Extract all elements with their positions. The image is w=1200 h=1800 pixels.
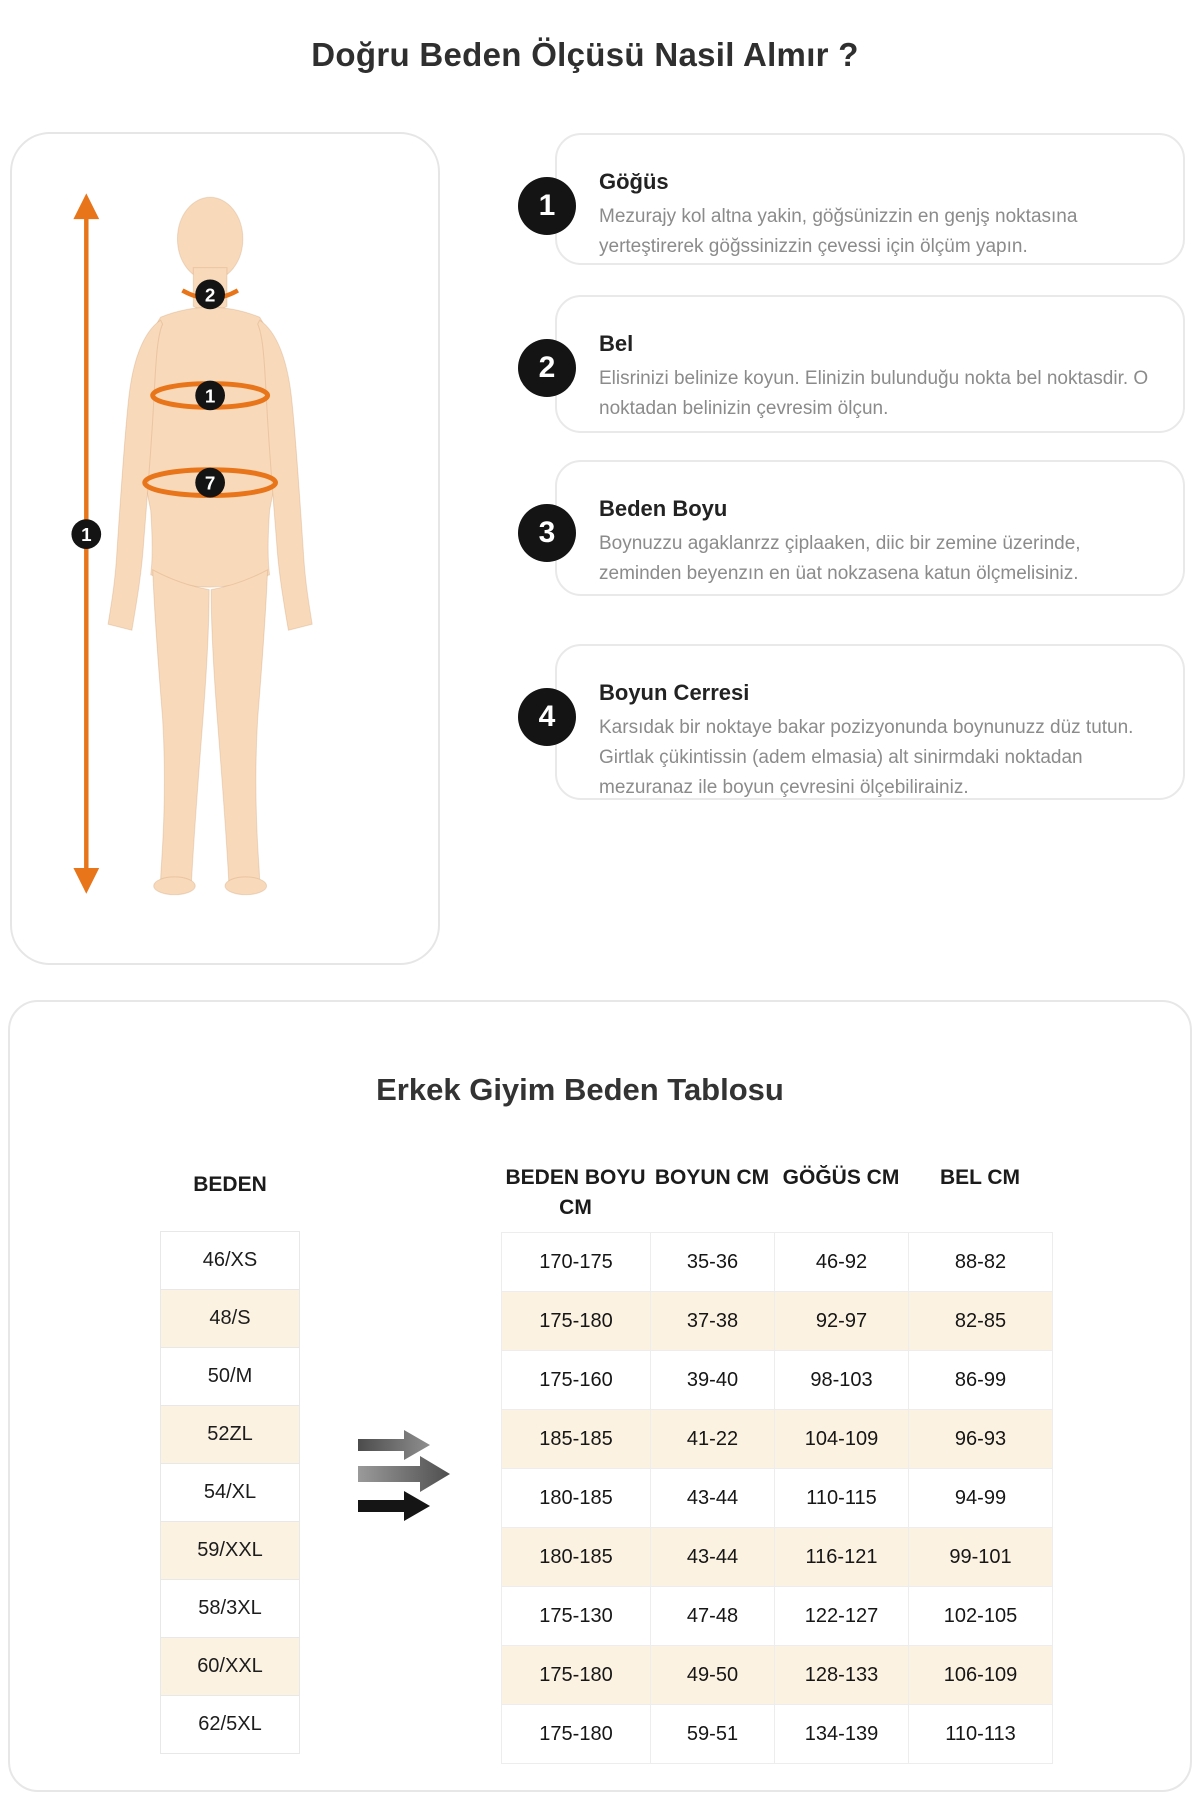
table-cell: 175-180 <box>502 1292 651 1351</box>
figure-torso <box>139 307 282 587</box>
table-cell: 185-185 <box>502 1410 651 1469</box>
size-cell: 54/XL <box>160 1463 300 1522</box>
instruction-text: Mezurajy kol altna yakin, göğsünizzin en genjş noktasına yerteştirerek göğssinizzin çevessi için ölçüm yapın. <box>599 206 1078 257</box>
column-header-beden-boyu: BEDEN BOYU CM <box>505 1166 646 1219</box>
table-cell: 99-101 <box>909 1528 1053 1587</box>
size-arrows-icon <box>352 1412 477 1527</box>
chest-marker-number: 1 <box>204 385 216 407</box>
table-cell: 102-105 <box>909 1587 1053 1646</box>
column-header-bel: BEL CM <box>939 1166 1021 1189</box>
instruction-card-waist <box>538 295 1185 433</box>
step-number-badge: 4 <box>518 688 576 746</box>
table-cell: 39-40 <box>651 1351 775 1410</box>
size-table-title: Erkek Giyim Beden Tablosu <box>376 1072 784 1107</box>
table-cell: 106-109 <box>909 1646 1053 1705</box>
table-cell: 180-185 <box>502 1528 651 1587</box>
table-cell: 128-133 <box>775 1646 909 1705</box>
instruction-card-neck <box>538 644 1185 800</box>
table-cell: 116-121 <box>775 1528 909 1587</box>
instruction-text: Elisrinizi belinize koyun. Elinizin bulunduğu nokta bel noktasdir. O noktadan belinizin çevresim ölçun. <box>599 368 1149 419</box>
table-cell: 59-51 <box>651 1705 775 1764</box>
figure-left-foot <box>154 877 196 895</box>
table-cell: 47-48 <box>651 1587 775 1646</box>
table-cell: 86-99 <box>909 1351 1053 1410</box>
table-cell: 180-185 <box>502 1469 651 1528</box>
table-column-headers <box>501 1163 1052 1223</box>
table-cell: 88-82 <box>909 1233 1053 1292</box>
instruction-title: Beden Boyu <box>599 496 728 521</box>
instruction-text: Karsıdak bir noktaye bakar pozizyonunda boynunuzz düz tutun. Girtlak çükintissin (adem elmasia) alt sinirmdaki noktadan mezuranaz ile boyun çevresini ölçebilirainiz. <box>599 717 1134 798</box>
size-cell: 50/M <box>160 1347 300 1406</box>
instruction-title: Bel <box>599 331 634 356</box>
table-cell: 175-130 <box>502 1587 651 1646</box>
body-figure-illustration <box>12 134 438 963</box>
page-title: Doğru Beden Ölçüsü Nasil Almır ? <box>311 36 859 73</box>
figure-left-leg <box>153 570 209 885</box>
size-cell: 59/XXL <box>160 1521 300 1580</box>
measure-grid <box>501 1232 1053 1764</box>
step-number-badge: 2 <box>518 339 576 397</box>
table-cell: 175-180 <box>502 1646 651 1705</box>
column-header-boyun: BOYUN CM <box>654 1166 770 1189</box>
waist-marker-number: 7 <box>204 472 216 494</box>
table-cell: 35-36 <box>651 1233 775 1292</box>
body-measurement-figure-panel <box>10 132 440 965</box>
arrow-small-gray-icon <box>358 1430 430 1460</box>
size-column-cells <box>160 1232 300 1754</box>
table-cell: 134-139 <box>775 1705 909 1764</box>
instruction-card-height <box>538 460 1185 596</box>
table-cell: 122-127 <box>775 1587 909 1646</box>
table-cell: 110-113 <box>909 1705 1053 1764</box>
figure-right-leg <box>211 570 267 885</box>
size-cell: 58/3XL <box>160 1579 300 1638</box>
height-marker-number: 1 <box>81 524 92 546</box>
size-cell: 48/S <box>160 1289 300 1348</box>
table-cell: 92-97 <box>775 1292 909 1351</box>
table-cell: 43-44 <box>651 1528 775 1587</box>
instruction-title: Boyun Cerresi <box>599 680 750 705</box>
table-cell: 49-50 <box>651 1646 775 1705</box>
table-cell: 104-109 <box>775 1410 909 1469</box>
table-cell: 98-103 <box>775 1351 909 1410</box>
table-cell: 43-44 <box>651 1469 775 1528</box>
instruction-card-chest <box>538 133 1185 265</box>
step-number-badge: 1 <box>518 177 576 235</box>
table-cell: 170-175 <box>502 1233 651 1292</box>
table-cell: 82-85 <box>909 1292 1053 1351</box>
table-cell: 37-38 <box>651 1292 775 1351</box>
arrow-small-black-icon <box>358 1491 430 1521</box>
step-number-badge: 3 <box>518 504 576 562</box>
instruction-text: Boynuzzu agaklanrzz çiplaaken, diic bir zemine üzerinde, zeminden beyenzın en üat nokzasena katun ölçmelisiniz. <box>599 533 1081 584</box>
table-cell: 110-115 <box>775 1469 909 1528</box>
column-header-beden: BEDEN <box>193 1173 267 1196</box>
table-cell: 175-180 <box>502 1705 651 1764</box>
table-cell: 94-99 <box>909 1469 1053 1528</box>
figure-right-foot <box>225 877 267 895</box>
size-cell: 46/XS <box>160 1231 300 1290</box>
arrow-large-gradient-icon <box>358 1456 450 1492</box>
size-cell: 60/XXL <box>160 1637 300 1696</box>
neck-marker-number: 2 <box>204 284 216 306</box>
size-cell: 62/5XL <box>160 1695 300 1754</box>
column-header-gogus: GÖĞÜS CM <box>782 1166 900 1189</box>
table-cell: 41-22 <box>651 1410 775 1469</box>
table-cell: 96-93 <box>909 1410 1053 1469</box>
table-cell: 46-92 <box>775 1233 909 1292</box>
size-cell: 52ZL <box>160 1405 300 1464</box>
table-cell: 175-160 <box>502 1351 651 1410</box>
instruction-title: Göğüs <box>599 169 669 194</box>
